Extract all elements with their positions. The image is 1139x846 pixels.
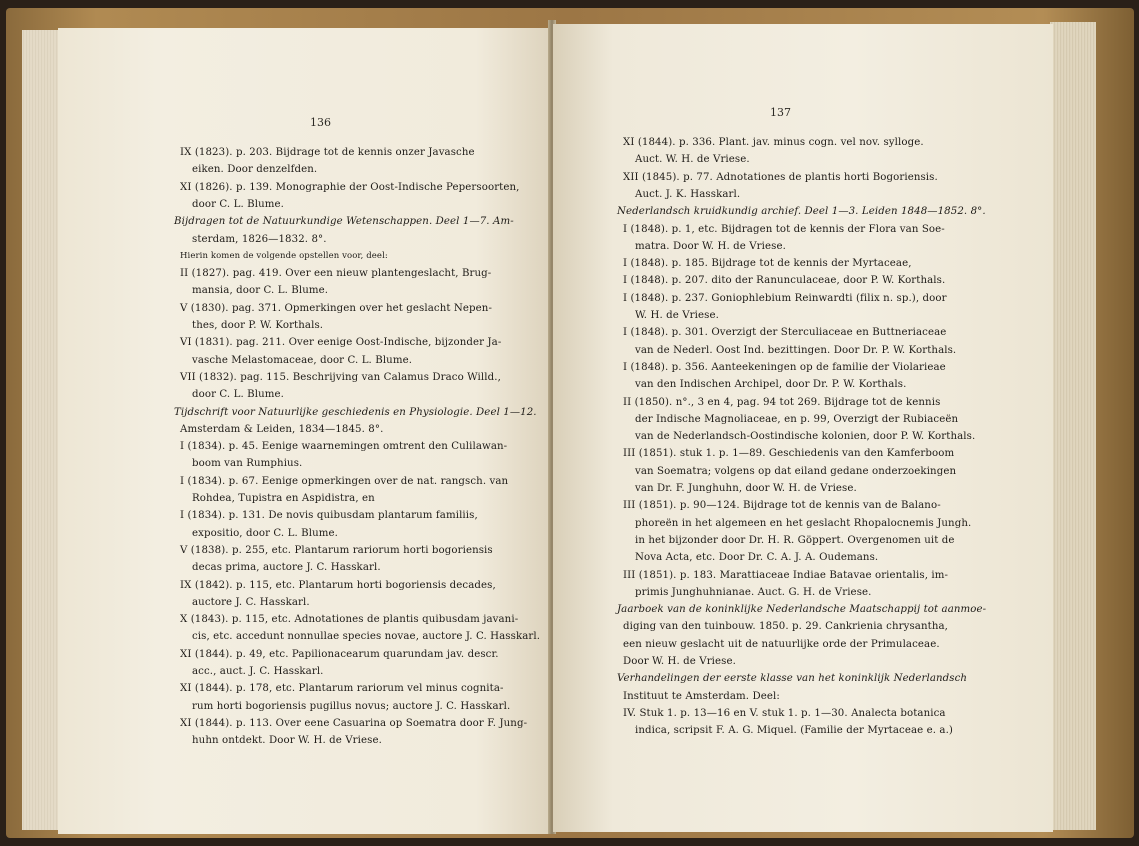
text-line: III (1851). stuk 1. p. 1—89. Geschiedenis van den Kamferboom <box>623 448 955 460</box>
text-line: VI (1831). pag. 211. Over eenige Oost-Indische, bijzonder Ja- <box>180 337 502 349</box>
text-line: van den Indischen Archipel, door Dr. P. W. Korthals. <box>635 379 907 391</box>
text-line: I (1848). p. 237. Goniophlebium Reinwardti (filix n. sp.), door <box>623 292 947 304</box>
text-line: der Indische Magnoliaceae, en p. 99, Overzigt der Rubiaceën <box>635 413 959 425</box>
text-line: van Dr. F. Junghuhn, door W. H. de Vriese. <box>635 483 857 494</box>
text-line: boom van Rumphius. <box>192 458 303 470</box>
text-line: Door W. H. de Vriese. <box>623 656 736 667</box>
text-line: I (1834). p. 45. Eenige waarnemingen omtrent den Culilawan- <box>180 441 508 453</box>
text-line: diging van den tuinbouw. 1850. p. 29. Cankrienia chrysantha, <box>623 621 948 633</box>
text-line: acc., auct. J. C. Hasskarl. <box>192 666 324 677</box>
page-number: 137 <box>770 106 791 119</box>
text-line: I (1848). p. 356. Aanteekeningen op de familie der Violarieae <box>623 361 946 373</box>
text-line: Nederlandsch kruidkundig archief. Deel 1—3. Leiden 1848—1852. 8°. <box>617 206 986 218</box>
text-line: I (1834). p. 131. De novis quibusdam plantarum familiis, <box>180 510 478 522</box>
text-line: door C. L. Blume. <box>192 198 284 210</box>
text-line: I (1848). p. 185. Bijdrage tot de kennis der Myrtaceae, <box>623 258 912 270</box>
text-line: van de Nederl. Oost Ind. bezittingen. Door Dr. P. W. Korthals. <box>635 344 957 356</box>
text-line: I (1848). p. 1, etc. Bijdragen tot de kennis der Flora van Soe- <box>623 223 945 235</box>
text-line: Amsterdam & Leiden, 1834—1845. 8°. <box>180 423 384 435</box>
text-line: X (1843). p. 115, etc. Adnotationes de plantis quibusdam javani- <box>180 614 519 626</box>
text-line: IX (1823). p. 203. Bijdrage tot de kennis onzer Javasche <box>180 147 475 158</box>
text-line: door C. L. Blume. <box>192 389 284 401</box>
text-line: in het bijzonder door Dr. H. R. Göppert. Overgenomen uit de <box>635 534 955 546</box>
right-page <box>553 24 1053 832</box>
text-line: primis Junghuhnianae. Auct. G. H. de Vriese. <box>635 586 872 598</box>
text-line: V (1838). p. 255, etc. Plantarum rariorum horti bogoriensis <box>180 544 493 556</box>
text-line: Verhandelingen der eerste klasse van het koninklijk Nederlandsch <box>617 673 968 685</box>
text-line: VII (1832). pag. 115. Beschrijving van Calamus Draco Willd., <box>180 371 501 383</box>
text-line: Bijdragen tot de Natuurkundige Wetenschappen. Deel 1—7. Am- <box>174 216 514 228</box>
text-line: V (1830). pag. 371. Opmerkingen over het geslacht Nepen- <box>180 302 492 314</box>
text-line: II (1827). pag. 419. Over een nieuw plantengeslacht, Brug- <box>180 268 492 280</box>
text-line: Auct. W. H. de Vriese. <box>635 154 750 166</box>
text-line: Rohdea, Tupistra en Aspidistra, en <box>192 493 375 504</box>
text-line: cis, etc. accedunt nonnullae species novae, auctore J. C. Hasskarl. <box>192 631 541 643</box>
text-line: Hierin komen de volgende opstellen voor, deel: <box>180 250 388 261</box>
text-line: thes, door P. W. Korthals. <box>192 320 324 331</box>
text-line: sterdam, 1826—1832. 8°. <box>192 233 327 245</box>
text-line: III (1851). p. 90—124. Bijdrage tot de kennis van de Balano- <box>623 500 941 512</box>
text-line: W. H. de Vriese. <box>635 310 719 321</box>
text-line: XII (1845). p. 77. Adnotationes de plantis horti Bogoriensis. <box>623 171 938 183</box>
text-line: Tijdschrift voor Natuurlijke geschiedenis en Physiologie. Deel 1—12. <box>174 406 537 418</box>
text-line: mansia, door C. L. Blume. <box>192 285 329 297</box>
text-line: XI (1844). p. 336. Plant. jav. minus cogn. vel nov. sylloge. <box>623 137 924 148</box>
text-line: auctore J. C. Hasskarl. <box>192 596 310 608</box>
page-edges-right <box>1050 22 1096 830</box>
page-edges-left <box>22 30 62 830</box>
text-line: vasche Melastomaceae, door C. L. Blume. <box>192 354 413 366</box>
text-line: huhn ontdekt. Door W. H. de Vriese. <box>192 735 382 747</box>
text-line: Instituut te Amsterdam. Deel: <box>623 690 780 702</box>
text-line: XI (1844). p. 113. Over eene Casuarina op Soematra door F. Jung- <box>180 717 528 729</box>
text-line: phoreën in het algemeen en het geslacht Rhopalocnemis Jungh. <box>635 517 972 529</box>
text-line: van de Nederlandsch-Oostindische kolonien, door P. W. Korthals. <box>635 431 976 443</box>
text-line: II (1850). n°., 3 en 4, pag. 94 tot 269. Bijdrage tot de kennis <box>623 396 941 408</box>
page-number: 136 <box>310 116 331 129</box>
text-line: rum horti bogoriensis pugillus novus; auctore J. C. Hasskarl. <box>192 700 511 712</box>
text-line: IV. Stuk 1. p. 13—16 en V. stuk 1. p. 1—30. Analecta botanica <box>623 707 946 719</box>
text-line: indica, scripsit F. A. G. Miquel. (Familie der Myrtaceae e. a.) <box>635 725 954 737</box>
text-line: van Soematra; volgens op dat eiland gedane onderzoekingen <box>635 465 957 477</box>
text-line: Nova Acta, etc. Door Dr. C. A. J. A. Oudemans. <box>635 552 879 564</box>
left-page <box>58 28 550 834</box>
text-line: IX (1842). p. 115, etc. Plantarum horti bogoriensis decades, <box>180 579 496 591</box>
text-line: matra. Door W. H. de Vriese. <box>635 240 786 252</box>
text-line: XI (1844). p. 49, etc. Papilionacearum quarundam jav. descr. <box>180 648 499 660</box>
text-line: XI (1844). p. 178, etc. Plantarum rariorum vel minus cognita- <box>180 683 504 695</box>
text-line: XI (1826). p. 139. Monographie der Oost-Indische Pepersoorten, <box>180 181 520 193</box>
text-line: I (1848). p. 207. dito der Ranunculaceae, door P. W. Korthals. <box>623 275 946 287</box>
text-line: III (1851). p. 183. Marattiaceae Indiae Batavae orientalis, im- <box>623 569 949 581</box>
text-line: I (1848). p. 301. Overzigt der Sterculiaceae en Buttneriaceae <box>623 327 947 339</box>
text-line: eiken. Door denzelfden. <box>192 164 318 176</box>
text-line: Auct. J. K. Hasskarl. <box>635 188 741 200</box>
text-line: decas prima, auctore J. C. Hasskarl. <box>192 562 381 574</box>
text-line: een nieuw geslacht uit de natuurlijke orde der Primulaceae. <box>623 638 940 650</box>
text-line: I (1834). p. 67. Eenige opmerkingen over de nat. rangsch. van <box>180 475 509 487</box>
text-line: expositio, door C. L. Blume. <box>192 527 338 539</box>
text-line: Jaarboek van de koninklijke Nederlandsche Maatschappij tot aanmoe- <box>617 604 987 616</box>
